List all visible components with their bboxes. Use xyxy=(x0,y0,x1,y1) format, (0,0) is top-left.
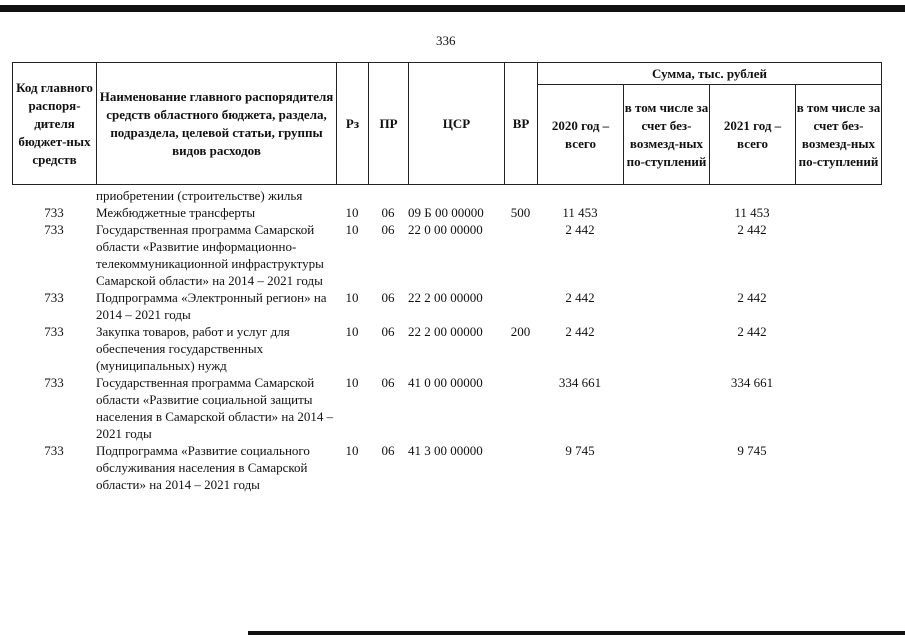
csr-cell: 22 0 00 00000 xyxy=(408,222,483,237)
sum-2020-free-cell xyxy=(623,204,709,221)
vr-cell xyxy=(504,221,537,289)
sum-2020-cell: 9 745 xyxy=(565,443,595,458)
sum-2020-free-cell xyxy=(623,442,709,493)
csr-cell xyxy=(408,187,504,204)
sum-2021-free-cell xyxy=(795,204,881,221)
table-row xyxy=(12,221,881,289)
name-cell: Подпрограмма «Развитие социального обслуживания населения в Самарской области» на 2014 – 2021 годы xyxy=(96,443,310,492)
csr-cell: 09 Б 00 00000 xyxy=(408,205,484,220)
sum-2021-cell: 11 453 xyxy=(734,205,770,220)
pr-cell: 06 xyxy=(381,443,395,458)
name-cell: Подпрограмма «Электронный регион» на 2014 – 2021 годы xyxy=(96,290,327,322)
sum-2021-cell: 2 442 xyxy=(737,290,767,305)
name-cell: Межбюджетные трансферты xyxy=(96,205,256,220)
sum-2021-free-cell xyxy=(795,374,881,442)
code-cell: 733 xyxy=(44,443,64,458)
vr-cell xyxy=(504,442,537,493)
table-body xyxy=(12,187,881,493)
header-2020-total: 2020 год – всего xyxy=(538,85,624,185)
header-2020-free: в том числе за счет без-возмезд-ных по-ступлений xyxy=(624,85,710,185)
rz-cell xyxy=(336,187,368,204)
sum-2020-free-cell xyxy=(623,323,709,374)
sum-2021-free-cell xyxy=(795,221,881,289)
table-row xyxy=(12,323,881,374)
csr-cell: 41 3 00 00000 xyxy=(408,443,483,458)
table-header xyxy=(12,62,882,185)
sum-2021-cell: 334 661 xyxy=(730,375,774,390)
name-cell: Государственная программа Самарской области «Развитие информационно-телекоммуникационной инфраструктуры Самарской области» на 2014 – 2021 годы xyxy=(96,222,324,288)
sum-2020-cell: 334 661 xyxy=(558,375,602,390)
sum-2020-cell: 2 442 xyxy=(565,222,595,237)
sum-2021-free-cell xyxy=(795,442,881,493)
table-row xyxy=(12,374,881,442)
header-vr: ВР xyxy=(505,63,538,185)
vr-cell: 200 xyxy=(510,324,531,339)
header-pr: ПР xyxy=(369,63,409,185)
vr-cell xyxy=(504,289,537,323)
rz-cell: 10 xyxy=(345,375,359,390)
code-cell xyxy=(12,187,96,204)
table-row xyxy=(12,204,881,221)
vr-cell xyxy=(504,374,537,442)
code-cell: 733 xyxy=(44,375,64,390)
header-csr: ЦСР xyxy=(409,63,505,185)
rz-cell: 10 xyxy=(345,222,359,237)
sum-2021-cell: 2 442 xyxy=(737,324,767,339)
sum-2021-cell: 2 442 xyxy=(737,222,767,237)
sum-2021-cell xyxy=(709,187,795,204)
top-border-bar xyxy=(0,5,905,12)
sum-2020-free-cell xyxy=(623,289,709,323)
header-rz: Рз xyxy=(337,63,369,185)
table-row xyxy=(12,289,881,323)
pr-cell: 06 xyxy=(381,324,395,339)
code-cell: 733 xyxy=(44,205,64,220)
rz-cell: 10 xyxy=(345,324,359,339)
sum-2021-free-cell xyxy=(795,187,881,204)
sum-2021-free-cell xyxy=(795,289,881,323)
name-cell: приобретении (строительстве) жилья xyxy=(96,188,303,203)
pr-cell: 06 xyxy=(381,375,395,390)
code-cell: 733 xyxy=(44,290,64,305)
header-sum-group: Сумма, тыс. рублей xyxy=(538,63,882,85)
pr-cell xyxy=(368,187,408,204)
sum-2021-cell: 9 745 xyxy=(737,443,767,458)
csr-cell: 22 2 00 00000 xyxy=(408,324,483,339)
header-2021-total: 2021 год – всего xyxy=(710,85,796,185)
vr-cell: 500 xyxy=(510,205,531,220)
sum-2020-cell xyxy=(537,187,623,204)
pr-cell: 06 xyxy=(381,205,395,220)
header-name: Наименование главного распорядителя средств областного бюджета, раздела, подраздела, целевой статьи, группы видов расходов xyxy=(97,63,337,185)
header-2021-free: в том числе за счет без-возмезд-ных по-ступлений xyxy=(796,85,882,185)
code-cell: 733 xyxy=(44,324,64,339)
pr-cell: 06 xyxy=(381,290,395,305)
page-number: 336 xyxy=(436,33,456,48)
sum-2020-cell: 2 442 xyxy=(565,290,595,305)
rz-cell: 10 xyxy=(345,205,359,220)
sum-2020-free-cell xyxy=(623,221,709,289)
sum-2020-cell: 2 442 xyxy=(565,324,595,339)
vr-cell xyxy=(504,187,537,204)
bottom-border-bar xyxy=(248,631,905,635)
csr-cell: 41 0 00 00000 xyxy=(408,375,483,390)
table-row xyxy=(12,187,881,204)
code-cell: 733 xyxy=(44,222,64,237)
sum-2020-free-cell xyxy=(623,374,709,442)
pr-cell: 06 xyxy=(381,222,395,237)
name-cell: Закупка товаров, работ и услуг для обеспечения государственных (муниципальных) нужд xyxy=(96,324,290,373)
table-row xyxy=(12,442,881,493)
csr-cell: 22 2 00 00000 xyxy=(408,290,483,305)
sum-2020-cell: 11 453 xyxy=(562,205,598,220)
header-code: Код главного распоря-дителя бюджет-ных средств xyxy=(13,63,97,185)
rz-cell: 10 xyxy=(345,443,359,458)
sum-2020-free-cell xyxy=(623,187,709,204)
rz-cell: 10 xyxy=(345,290,359,305)
name-cell: Государственная программа Самарской области «Развитие социальной защиты населения в Самарской области» на 2014 – 2021 годы xyxy=(96,375,334,441)
sum-2021-free-cell xyxy=(795,323,881,374)
